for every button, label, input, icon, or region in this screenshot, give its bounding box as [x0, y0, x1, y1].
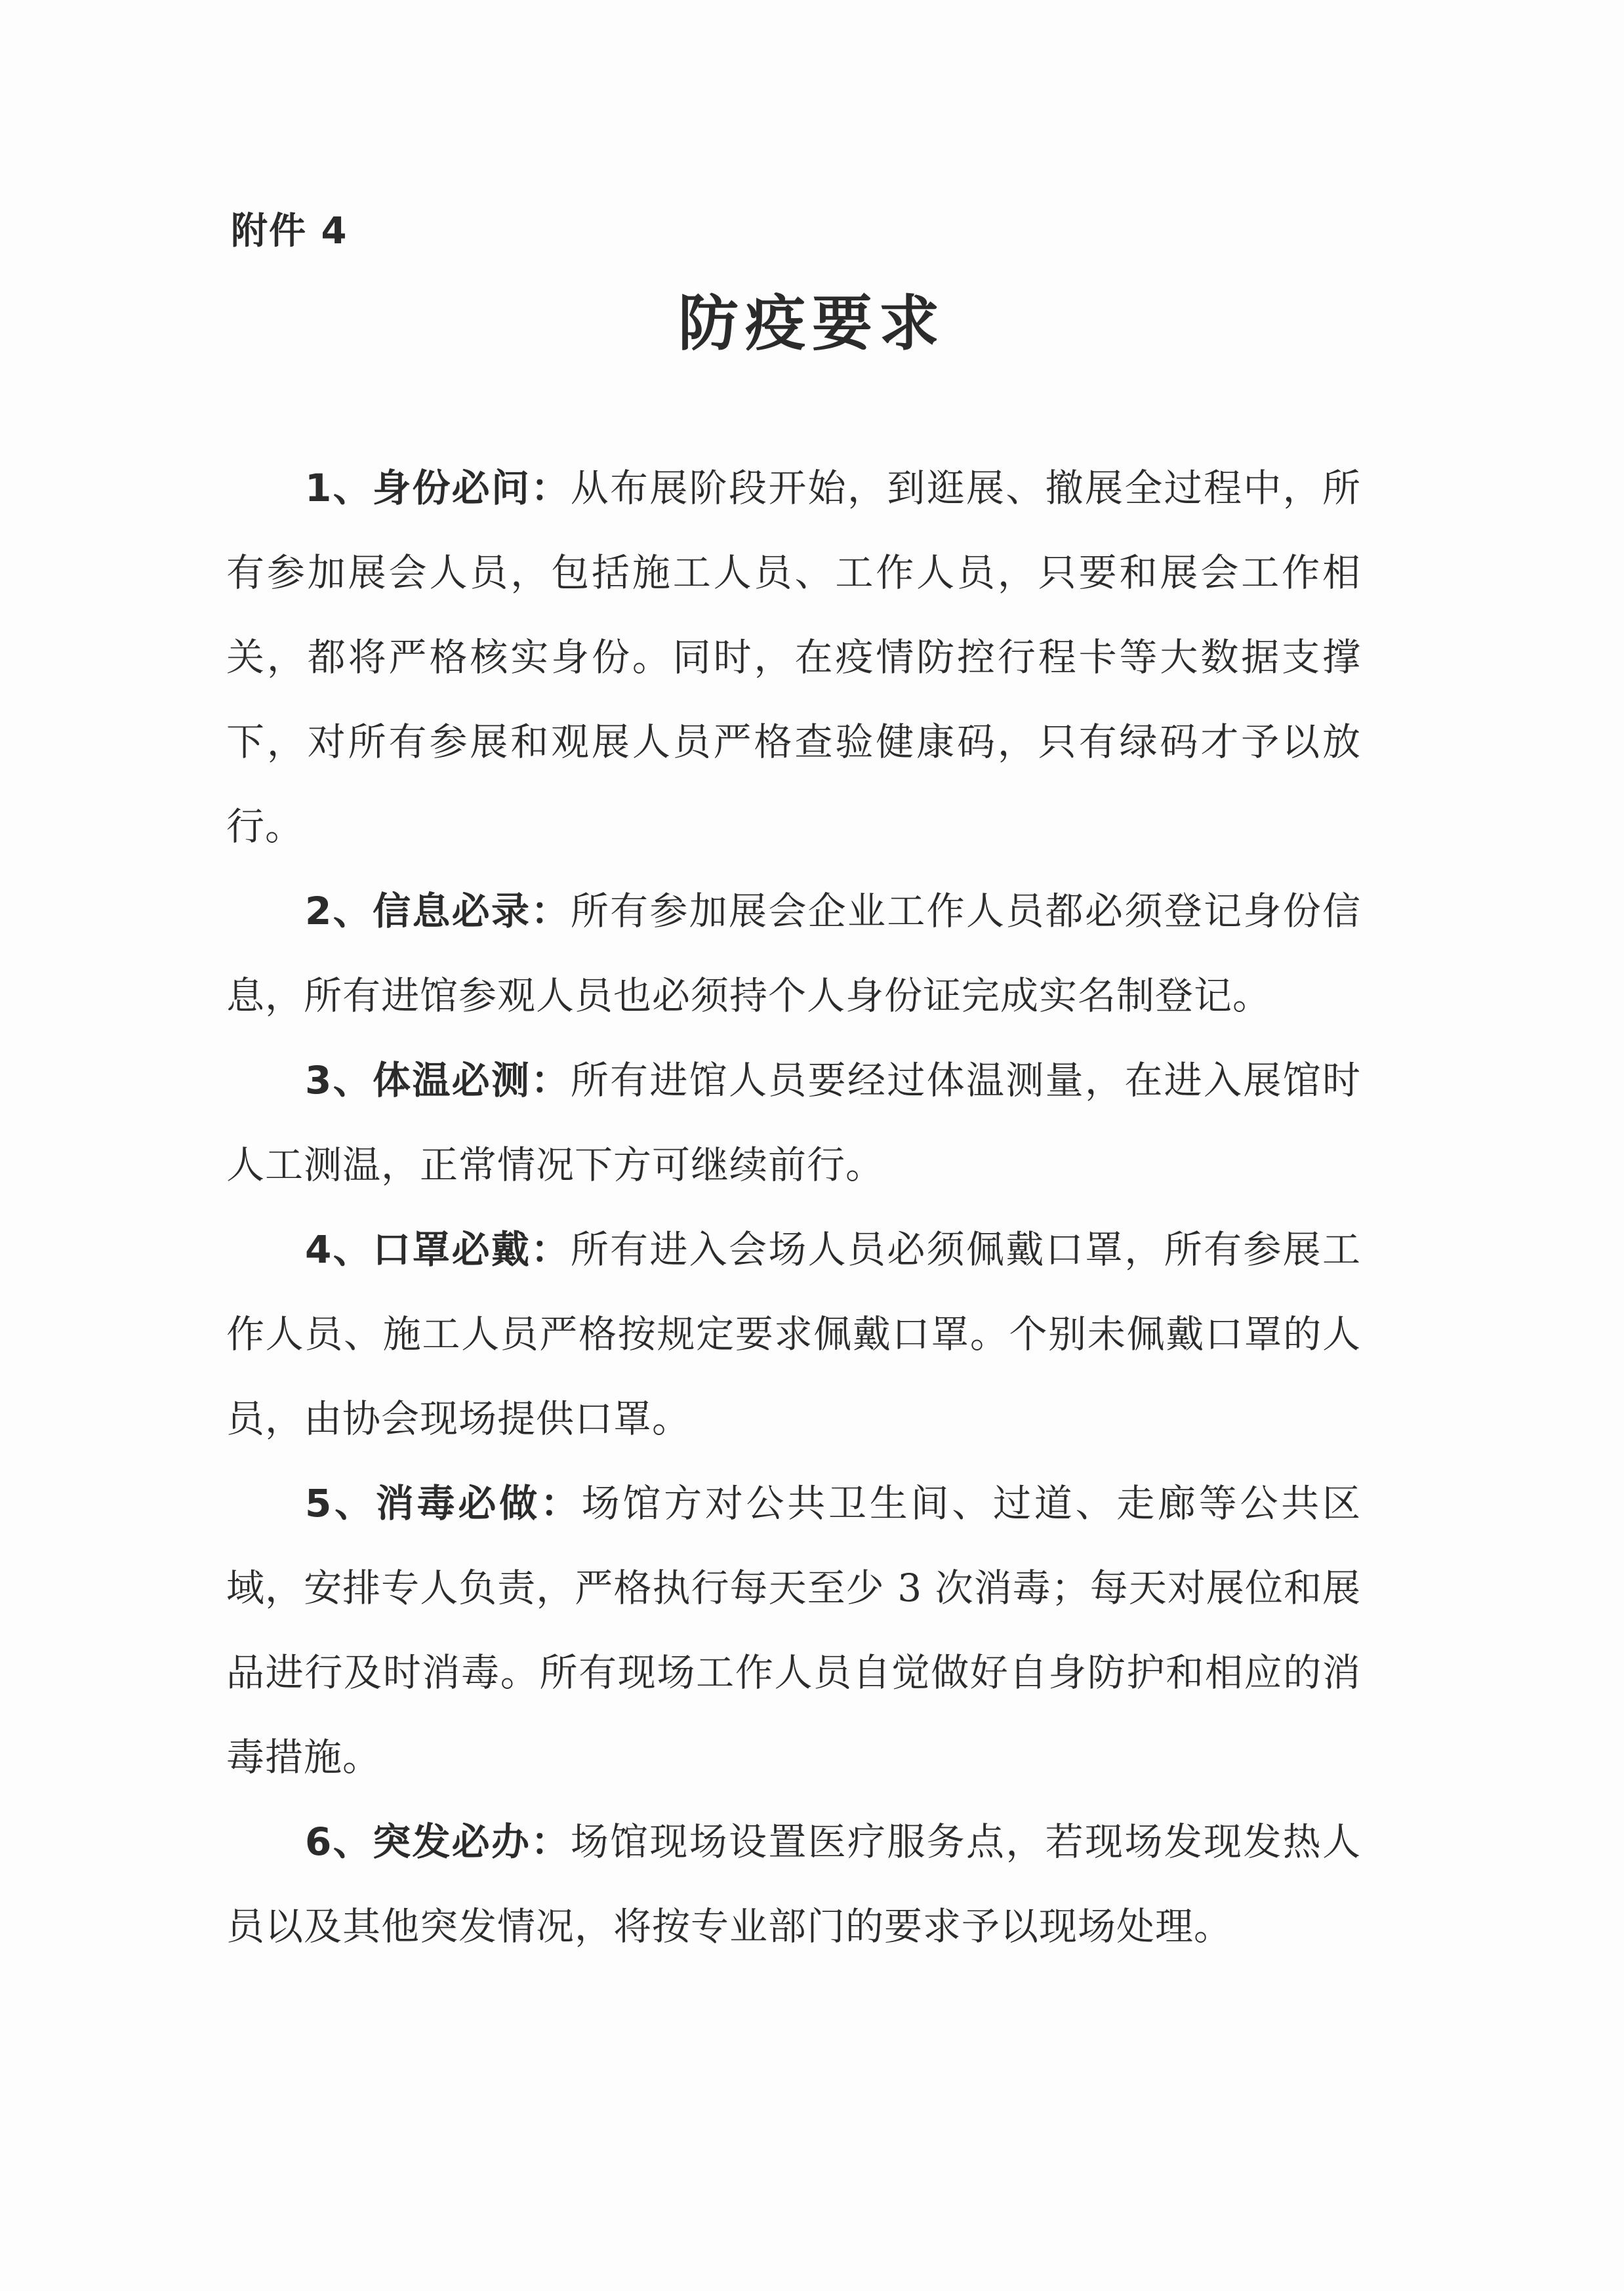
- paragraph-text: 所有进馆人员要经过体温测量，在进入展馆时人工测温，正常情况下方可继续前行。: [226, 1058, 1361, 1187]
- paragraph-text: 场馆现场设置医疗服务点，若现场发现发热人员以及其他突发情况，将按专业部门的要求予以现场处理。: [226, 1819, 1361, 1949]
- paragraph-heading: 6、突发必办：: [305, 1819, 571, 1864]
- document-body: [226, 446, 1361, 1969]
- paragraph-heading: 1、身份必问：: [305, 466, 571, 510]
- paragraph-heading: 2、信息必录：: [305, 889, 571, 933]
- paragraph-mask-requirement: [226, 1207, 1361, 1461]
- paragraph-temperature-check: [226, 1038, 1361, 1207]
- paragraph-emergency-handling: [226, 1800, 1361, 1969]
- attachment-label: 附件 4: [231, 210, 348, 253]
- page-title: 防疫要求: [678, 289, 946, 359]
- paragraph-text: 所有进入会场人员必须佩戴口罩，所有参展工作人员、施工人员严格按规定要求佩戴口罩。个别未佩戴口罩的人员，由协会现场提供口罩。: [226, 1227, 1361, 1441]
- paragraph-text: 从布展阶段开始，到逛展、撤展全过程中，所有参加展会人员，包括施工人员、工作人员，只要和展会工作相关，都将严格核实身份。同时，在疫情防控行程卡等大数据支撑下，对所有参展和观展人员严格查验健康码，只有绿码才予以放行。: [226, 466, 1361, 849]
- paragraph-disinfection: [226, 1461, 1361, 1800]
- paragraph-heading: 5、消毒必做：: [305, 1481, 582, 1526]
- paragraph-info-registration: [226, 869, 1361, 1038]
- paragraph-text: 所有参加展会企业工作人员都必须登记身份信息，所有进馆参观人员也必须持个人身份证完成实名制登记。: [226, 889, 1361, 1018]
- paragraph-text: 场馆方对公共卫生间、过道、走廊等公共区域，安排专人负责，严格执行每天至少 3 次消毒；每天对展位和展品进行及时消毒。所有现场工作人员自觉做好自身防护和相应的消毒措施。: [226, 1481, 1361, 1779]
- paragraph-identity-check: [226, 446, 1361, 869]
- paragraph-heading: 3、体温必测：: [305, 1058, 571, 1103]
- paragraph-heading: 4、口罩必戴：: [305, 1227, 571, 1272]
